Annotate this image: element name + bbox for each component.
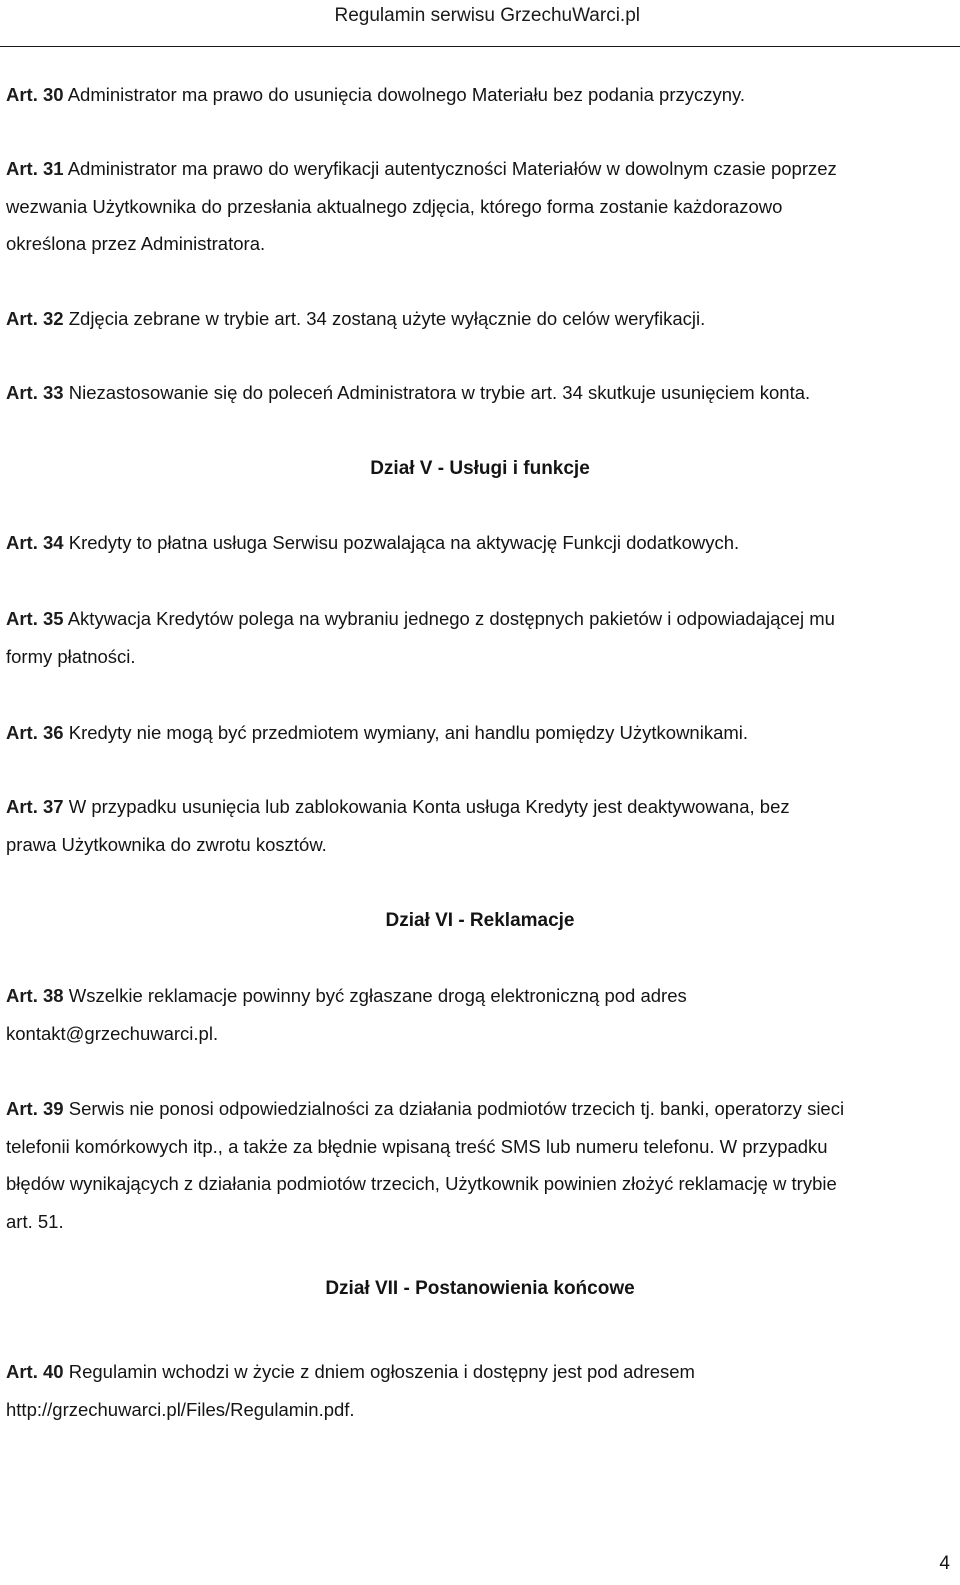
section-heading: Dział VII - Postanowienia końcowe	[325, 1278, 635, 1299]
art-label: Art.	[6, 382, 38, 403]
art-label: Art.	[6, 796, 38, 817]
art-label: Art.	[6, 158, 38, 179]
article-text: Administrator ma prawo do usunięcia dowolnego Materiału bez podania przyczyny.	[67, 84, 746, 105]
section-heading: Dział VI - Reklamacje	[385, 910, 575, 931]
article-35	[6, 600, 954, 675]
article-text: Kredyty to płatna usługa Serwisu pozwalająca na aktywację Funkcji dodatkowych.	[68, 532, 740, 553]
art-number: 39	[43, 1098, 64, 1119]
page-number: 4	[939, 1553, 950, 1574]
art-label: Art.	[6, 1098, 38, 1119]
section-heading: Dział V - Usługi i funkcje	[370, 458, 590, 479]
article-text: art. 51.	[6, 1210, 64, 1232]
article-40	[6, 1353, 954, 1428]
article-38	[6, 977, 954, 1052]
art-label: Art.	[6, 308, 38, 329]
article-39	[6, 1090, 954, 1240]
article-text: Aktywacja Kredytów polega na wybraniu jednego z dostępnych pakietów i odpowiadającej mu	[67, 608, 835, 629]
article-text: Administrator ma prawo do weryfikacji autentyczności Materiałów w dowolnym czasie poprzez	[67, 158, 837, 179]
art-label: Art.	[6, 1361, 38, 1382]
url-text: http://grzechuwarci.pl/Files/Regulamin.pdf.	[6, 1398, 355, 1420]
article-36	[6, 714, 954, 752]
article-text: Zdjęcia zebrane w trybie art. 34 zostaną użyte wyłącznie do celów weryfikacji.	[68, 308, 706, 329]
art-number: 37	[43, 796, 64, 817]
art-number: 34	[43, 532, 64, 553]
article-37	[6, 788, 954, 863]
art-label: Art.	[6, 608, 38, 629]
art-number: 36	[43, 722, 64, 743]
art-number: 35	[43, 608, 64, 629]
article-30	[6, 76, 954, 114]
article-text: określona przez Administratora.	[6, 233, 266, 254]
document-title: Regulamin serwisu GrzechuWarci.pl	[334, 5, 640, 26]
article-text: formy płatności.	[6, 645, 136, 667]
article-text: błędów wynikających z działania podmiotów trzecich, Użytkownik powinien złożyć reklamację w trybie	[6, 1173, 837, 1194]
page-header	[0, 0, 960, 47]
article-31	[6, 150, 954, 263]
art-label: Art.	[6, 722, 38, 743]
art-number: 33	[43, 382, 64, 403]
article-text: Niezastosowanie się do poleceń Administratora w trybie art. 34 skutkuje usunięciem konta.	[68, 382, 811, 403]
art-number: 31	[43, 158, 64, 179]
email-text: kontakt@grzechuwarci.pl.	[6, 1022, 219, 1044]
art-number: 40	[43, 1361, 64, 1382]
art-label: Art.	[6, 532, 38, 553]
article-33	[6, 374, 954, 412]
article-text: telefonii komórkowych itp., a także za błędnie wpisaną treść SMS lub numeru telefonu. W przypadku	[6, 1135, 828, 1157]
art-label: Art.	[6, 985, 38, 1006]
article-text: Wszelkie reklamacje powinny być zgłaszane drogą elektroniczną pod adres	[68, 985, 687, 1006]
article-text: Regulamin wchodzi w życie z dniem ogłoszenia i dostępny jest pod adresem	[68, 1361, 695, 1382]
art-number: 30	[43, 84, 64, 105]
article-text: W przypadku usunięcia lub zablokowania Konta usługa Kredyty jest deaktywowana, bez	[68, 796, 790, 817]
art-number: 38	[43, 985, 64, 1006]
article-34	[6, 524, 954, 562]
article-32	[6, 300, 954, 338]
art-number: 32	[43, 308, 64, 329]
article-text: wezwania Użytkownika do przesłania aktualnego zdjęcia, którego forma zostanie każdorazowo	[6, 195, 783, 217]
article-text: prawa Użytkownika do zwrotu kosztów.	[6, 833, 327, 855]
article-text: Serwis nie ponosi odpowiedzialności za działania podmiotów trzecich tj. banki, operatorzy sieci	[68, 1098, 845, 1119]
article-text: Kredyty nie mogą być przedmiotem wymiany, ani handlu pomiędzy Użytkownikami.	[68, 722, 749, 743]
art-label: Art.	[6, 84, 38, 105]
